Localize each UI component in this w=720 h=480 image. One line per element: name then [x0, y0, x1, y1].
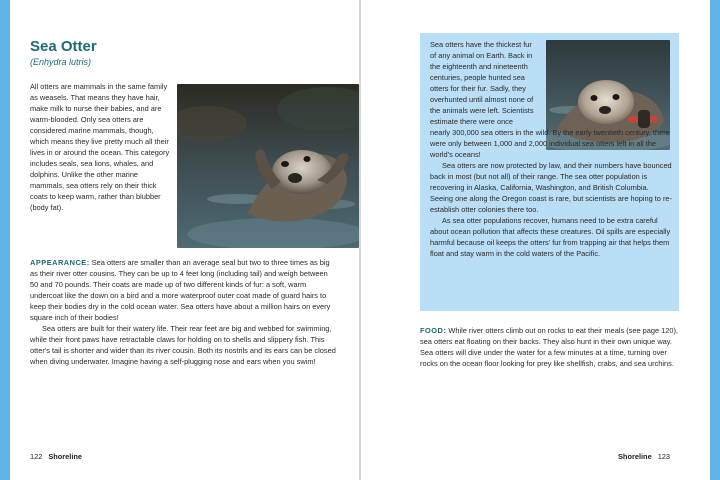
- fur-history-paragraph-bottom: nearly 300,000 sea otters in the wild. By the early twentieth century, there were only between 1,000 and 2,000 individual sea otters left in all the world's oceans!: [430, 128, 670, 159]
- page-number-left: 122: [30, 452, 43, 461]
- intro-paragraph: All otters are mammals in the same family as weasels. That means they have hair, make milk to nurse their babies, and are warm-blooded. Only sea otters are considered marine mammals, though, which means they live pretty much all their lives in or around the ocean. This category includes seals, sea lions, whales, and dolphins. Unlike the other marine mammals, sea otters rely on their thick coats to keep warm, rather than blubber (body fat).: [30, 82, 170, 212]
- footer-left: [30, 452, 82, 461]
- page-title: Sea Otter: [30, 38, 97, 55]
- scientific-name: (Enhydra lutris): [30, 57, 92, 67]
- appearance-paragraph-1: Sea otters are smaller than an average seal but two to three times as big as their river otter cousins. They can be up to 4 feet long (including tail) and weigh between 50 and 70 pounds. Their coats are made up of two different kinds of fur: a soft, warm undercoat like the down on a bird and a more waterproof outer coat made of guard hairs to keep their bodies dry in the cold ocean water. Sea otters have about a million hairs on every square inch of their bodies!: [30, 258, 331, 322]
- food-paragraph: While river otters climb out on rocks to eat their meals (see page 120), sea otters eat floating on their backs. They also hunt in their own unique way. Sea otters will dive under the water for a few minutes at a time, turning over rocks on the ocean floor looking for prey like shellfish, crabs, and sea urchins.: [420, 326, 678, 368]
- appearance-heading: APPEARANCE:: [30, 258, 90, 267]
- book-gutter: [359, 0, 361, 480]
- footer-right: [618, 452, 670, 461]
- appearance-paragraph-2: Sea otters are built for their watery life. Their rear feet are big and webbed for swimming, while their front paws have retractable claws for holding on to shells and slippery fish. This otter's tail is shorter and wider than its river cousin. Both its nostrils and its ears can be closed when diving underwater. Imagine having a self-plugging nose and ears when you swim!: [30, 324, 336, 366]
- page-number-right: 123: [657, 452, 671, 461]
- protection-paragraph: Sea otters are now protected by law, and their numbers have bounced back in most (but not all) of their range. The sea otter population is recovering in Alaska, California, Washington, and British Columbia. Seeing one along the Oregon coast is rare, but scientists are hoping to re-establish otter colonies there too.: [430, 161, 672, 214]
- food-heading: FOOD:: [420, 326, 447, 335]
- food-section: [420, 325, 679, 369]
- sea-otter-floating-photo: [177, 84, 359, 248]
- appearance-section: [30, 257, 336, 367]
- section-name-right: Shoreline: [618, 452, 652, 461]
- fur-history-paragraph-top: Sea otters have the thickest fur of any animal on Earth. Back in the eighteenth and nineteenth centuries, people hunted sea otters for their fur. Sadly, they overhunted until almost none of the animals were left. Scientists estimate there were once: [430, 40, 534, 126]
- fact-sidebar-text: [430, 39, 673, 259]
- section-name-left: Shoreline: [48, 452, 83, 461]
- pollution-paragraph: As sea otter populations recover, humans need to be extra careful about ocean pollution that affects these creatures. Oil spills are especially harmful because oil keeps the otters' fur from trapping air that helps them float and stay warm in the cold waters of the Pacific.: [430, 216, 671, 258]
